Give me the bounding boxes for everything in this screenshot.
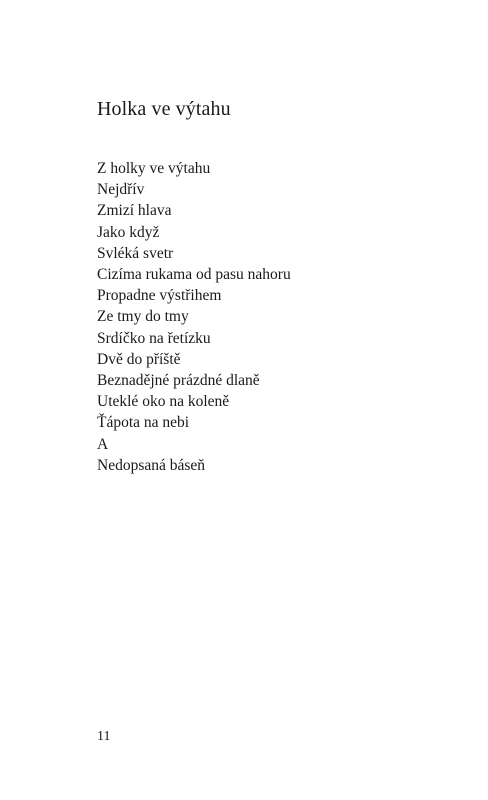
poem-line: Srdíčko na řetízku	[97, 329, 211, 347]
poem-line: Jako když	[97, 223, 160, 241]
poem-line: A	[97, 435, 109, 453]
poem-line: Propadne výstřihem	[97, 287, 222, 305]
poem-line: Beznadějné prázdné dlaně	[97, 372, 260, 390]
poem-line: Uteklé oko na koleně	[97, 393, 230, 411]
poem-line: Dvě do příště	[97, 350, 181, 368]
poem-line: Svléká svetr	[97, 244, 174, 262]
poem-line: Ze tmy do tmy	[97, 308, 189, 326]
poem-line: Ťápota na nebi	[97, 414, 190, 432]
poem-line: Zmizí hlava	[97, 202, 172, 220]
poem-line: Cizíma rukama od pasu nahoru	[97, 266, 291, 284]
poem-body	[97, 158, 291, 476]
poem-line: Nedopsaná báseň	[97, 456, 206, 474]
page-number: 11	[97, 729, 111, 744]
poem-title: Holka ve výtahu	[97, 98, 231, 120]
poem-line: Nejdřív	[97, 181, 145, 199]
poem-line: Z holky ve výtahu	[97, 160, 211, 177]
